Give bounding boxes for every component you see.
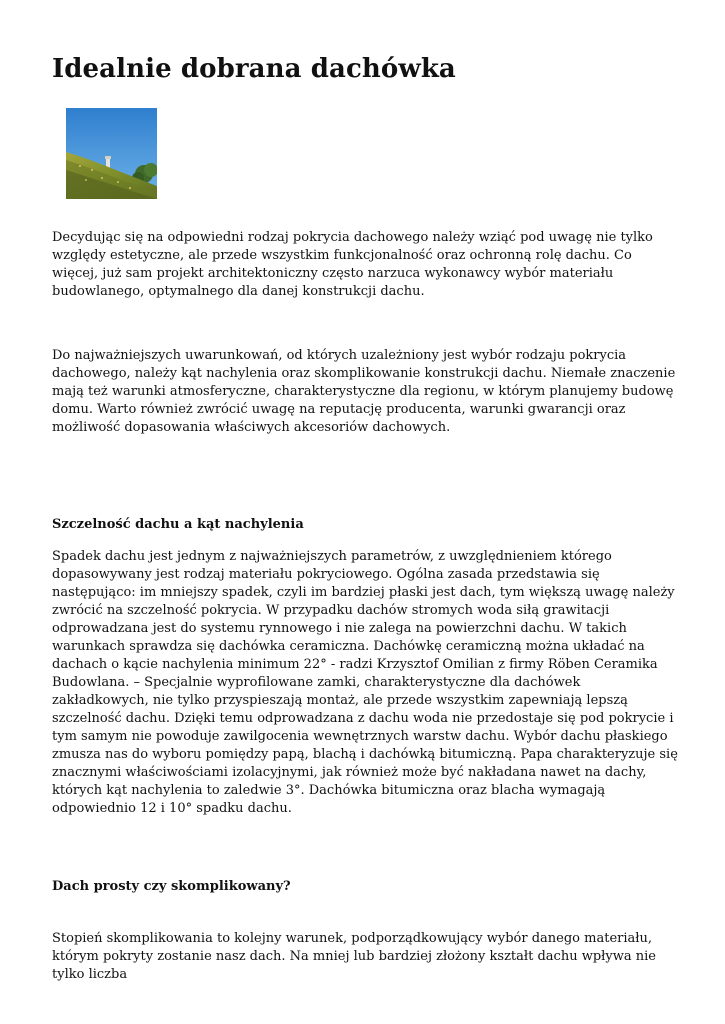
paragraph-complexity: Stopień skomplikowania to kolejny warunek, podporządkowujący wybór danego materiału, którym pokryty zostanie nasz dach. Na mniej lub bardziej złożony kształt dachu wpływa nie tylko liczba bbox=[52, 931, 656, 982]
paragraph-roof-pitch: Spadek dachu jest jednym z najważniejszych parametrów, z uwzględnieniem którego dopasowywany jest rodzaj materiału pokryciowego. Ogólna zasada przedstawia się następująco: im mniejszy spadek, czyli im bardziej płaski jest dach, tym większą uwagę należy zwrócić na szczelność pokrycia. W przypadku dachów stromych woda siłą grawitacji odprowadzana jest do systemu rynnowego i nie zalega na powierzchni dachu. W takich warunkach sprawdza się dachówka ceramiczna. Dachówkę ceramiczną można układać na dachach o kącie nachylenia minimum 22° - radzi Krzysztof Omilian z firmy Röben Ceramika Budowlana. – Specjalnie wyprofilowane zamki, charakterystyczne dla dachówek zakładkowych, nie tylko przyspieszają montaż, ale przede wszystkim zapewniają lepszą szczelność dachu. Dzięki temu odprowadzana z dachu woda nie przedostaje się pod pokrycie i tym samym nie powoduje zawilgocenia wewnętrznych warstw dachu. Wybór dachu płaskiego zmusza nas do wyboru pomiędzy papą, blachą i dachówką bitumiczną. Papa charakteryzuje się znacznymi właściwościami izolacyjnymi, jak również może być nakładana nawet na dachy, których kąt nachylenia to zaledwie 3°. Dachówka bitumiczna oraz blacha wymagają odpowiednio 12 i 10° spadku dachu. bbox=[52, 549, 678, 816]
paragraph-conditions: Do najważniejszych uwarunkowań, od których uzależniony jest wybór rodzaju pokrycia dachowego, należy kąt nachylenia oraz skomplikowanie konstrukcji dachu. Niemałe znaczenie mają też warunki atmosferyczne, charakterystyczne dla regionu, w którym planujemy budowę domu. Warto również zwrócić uwagę na reputację producenta, warunki gwarancji oraz możliwość dopasowania właściwych akcesoriów dachowych. bbox=[52, 348, 676, 435]
section-heading-roof-complexity: Dach prosty czy skomplikowany? bbox=[52, 879, 291, 894]
roof-photo-icon bbox=[66, 108, 157, 199]
paragraph-intro: Decydując się na odpowiedni rodzaj pokrycia dachowego należy wziąć pod uwagę nie tylko względy estetyczne, ale przede wszystkim funkcjonalność oraz ochronną rolę dachu. Co więcej, już sam projekt architektoniczny często narzuca wykonawcy wybór materiału budowlanego, optymalnego dla danej konstrukcji dachu. bbox=[52, 230, 653, 299]
article-title: Idealnie dobrana dachówka bbox=[52, 54, 456, 84]
section-heading-roof-tightness: Szczelność dachu a kąt nachylenia bbox=[52, 517, 304, 532]
